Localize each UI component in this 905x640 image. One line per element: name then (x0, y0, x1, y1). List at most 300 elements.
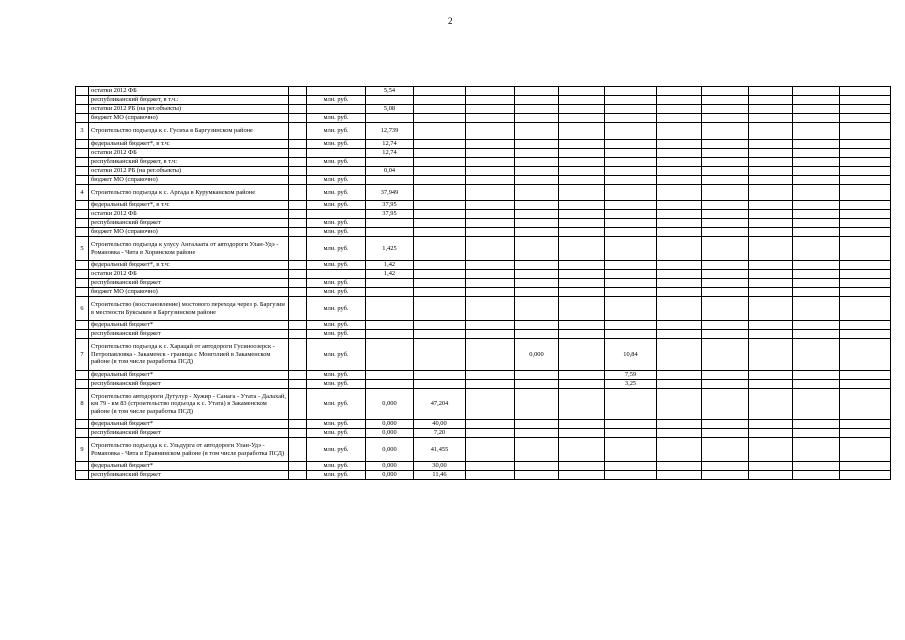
value-cell (414, 370, 466, 379)
table-row (76, 339, 891, 371)
value-cell (749, 123, 793, 140)
item-name-cell: бюджет МО (справочно) (89, 175, 289, 184)
value-cell (466, 210, 515, 219)
value-cell (749, 175, 793, 184)
value-cell (702, 184, 749, 201)
value-cell (749, 270, 793, 279)
unit-cell: млн. руб. (307, 471, 366, 480)
unit-cell: млн. руб. (307, 114, 366, 123)
value-cell (657, 184, 702, 201)
value-cell (515, 96, 559, 105)
budget-table-body (76, 87, 891, 480)
row-number-cell: 8 (76, 388, 89, 420)
value-cell (466, 388, 515, 420)
unit-cell: млн. руб. (307, 157, 366, 166)
unit-cell: млн. руб. (307, 228, 366, 237)
row-number-cell: 7 (76, 339, 89, 371)
value-cell (793, 279, 840, 288)
table-row (76, 96, 891, 105)
unit-cell: млн. руб. (307, 297, 366, 321)
value-cell (749, 228, 793, 237)
value-cell (657, 219, 702, 228)
value-cell (840, 139, 891, 148)
item-name-cell: Строительство подъезда к улусу Ангалаата от автодороги Улан-Удэ - Романовка - Чита в Хоринском районе (89, 237, 289, 261)
value-cell (840, 228, 891, 237)
value-cell (840, 420, 891, 429)
table-row (76, 438, 891, 462)
value-cell (605, 288, 657, 297)
value-cell (515, 175, 559, 184)
value-cell (702, 175, 749, 184)
value-cell (466, 471, 515, 480)
value-cell (749, 288, 793, 297)
value-cell (702, 297, 749, 321)
value-cell (702, 201, 749, 210)
value-cell: 12,74 (366, 148, 414, 157)
value-cell (793, 87, 840, 96)
value-cell (414, 87, 466, 96)
value-cell (605, 462, 657, 471)
value-cell (605, 261, 657, 270)
value-cell (793, 237, 840, 261)
value-cell (414, 219, 466, 228)
value-cell: 11,46 (414, 471, 466, 480)
value-cell (559, 148, 605, 157)
row-number-cell (76, 139, 89, 148)
value-cell (840, 438, 891, 462)
value-cell: 0,000 (366, 462, 414, 471)
row-number-cell (76, 114, 89, 123)
value-cell (793, 105, 840, 114)
value-cell (515, 261, 559, 270)
value-cell (657, 288, 702, 297)
row-number-cell: 3 (76, 123, 89, 140)
unit-cell (307, 148, 366, 157)
table-row (76, 166, 891, 175)
value-cell (840, 388, 891, 420)
spacer-cell (289, 330, 307, 339)
unit-cell: млн. руб. (307, 96, 366, 105)
value-cell (749, 139, 793, 148)
value-cell (515, 388, 559, 420)
value-cell (366, 114, 414, 123)
value-cell (657, 270, 702, 279)
value-cell (840, 429, 891, 438)
value-cell (466, 261, 515, 270)
value-cell (466, 105, 515, 114)
spacer-cell (289, 288, 307, 297)
value-cell (559, 96, 605, 105)
value-cell (559, 339, 605, 371)
value-cell (840, 279, 891, 288)
value-cell: 12,74 (366, 139, 414, 148)
value-cell (466, 96, 515, 105)
value-cell (515, 148, 559, 157)
table-row (76, 288, 891, 297)
unit-cell: млн. руб. (307, 237, 366, 261)
row-number-cell (76, 175, 89, 184)
table-row (76, 429, 891, 438)
value-cell (840, 87, 891, 96)
table-row (76, 270, 891, 279)
value-cell (702, 210, 749, 219)
value-cell (466, 219, 515, 228)
value-cell (366, 175, 414, 184)
spacer-cell (289, 157, 307, 166)
unit-cell: млн. руб. (307, 388, 366, 420)
unit-cell: млн. руб. (307, 175, 366, 184)
value-cell (605, 201, 657, 210)
item-name-cell: республиканский бюджет (89, 279, 289, 288)
value-cell (559, 184, 605, 201)
value-cell: 0,000 (366, 388, 414, 420)
value-cell (466, 438, 515, 462)
value-cell (414, 114, 466, 123)
unit-cell: млн. руб. (307, 288, 366, 297)
value-cell (702, 379, 749, 388)
row-number-cell (76, 210, 89, 219)
value-cell (793, 388, 840, 420)
spacer-cell (289, 210, 307, 219)
table-row (76, 114, 891, 123)
spacer-cell (289, 87, 307, 96)
value-cell (702, 321, 749, 330)
value-cell (793, 201, 840, 210)
unit-cell: млн. руб. (307, 462, 366, 471)
value-cell (702, 87, 749, 96)
value-cell (366, 157, 414, 166)
value-cell (366, 219, 414, 228)
table-row (76, 148, 891, 157)
value-cell (702, 96, 749, 105)
unit-cell: млн. руб. (307, 438, 366, 462)
unit-cell: млн. руб. (307, 330, 366, 339)
value-cell (749, 420, 793, 429)
item-name-cell: остатки 2012 ФБ (89, 87, 289, 96)
value-cell (657, 175, 702, 184)
value-cell (702, 462, 749, 471)
value-cell (793, 438, 840, 462)
value-cell (466, 201, 515, 210)
value-cell (466, 157, 515, 166)
value-cell (702, 166, 749, 175)
value-cell (366, 330, 414, 339)
value-cell (466, 288, 515, 297)
value-cell (657, 210, 702, 219)
value-cell (657, 157, 702, 166)
value-cell (414, 123, 466, 140)
value-cell: 30,00 (414, 462, 466, 471)
value-cell (515, 429, 559, 438)
value-cell (657, 114, 702, 123)
spacer-cell (289, 379, 307, 388)
value-cell (702, 388, 749, 420)
table-row (76, 237, 891, 261)
value-cell (702, 420, 749, 429)
value-cell (605, 420, 657, 429)
spacer-cell (289, 429, 307, 438)
value-cell (605, 175, 657, 184)
row-number-cell (76, 379, 89, 388)
unit-cell: млн. руб. (307, 420, 366, 429)
spacer-cell (289, 261, 307, 270)
value-cell (702, 114, 749, 123)
value-cell (749, 96, 793, 105)
value-cell (559, 279, 605, 288)
value-cell (515, 87, 559, 96)
value-cell (559, 175, 605, 184)
value-cell (840, 96, 891, 105)
value-cell (559, 379, 605, 388)
value-cell (840, 219, 891, 228)
value-cell (515, 123, 559, 140)
spacer-cell (289, 114, 307, 123)
value-cell: 47,204 (414, 388, 466, 420)
value-cell (840, 297, 891, 321)
value-cell: 5,54 (366, 87, 414, 96)
value-cell (793, 370, 840, 379)
value-cell (793, 321, 840, 330)
value-cell (559, 270, 605, 279)
spacer-cell (289, 237, 307, 261)
value-cell (702, 105, 749, 114)
value-cell (466, 139, 515, 148)
item-name-cell: остатки 2012 ФБ (89, 148, 289, 157)
value-cell (366, 288, 414, 297)
item-name-cell: бюджет МО (справочно) (89, 228, 289, 237)
item-name-cell: остатки 2012 ФБ (89, 210, 289, 219)
unit-cell: млн. руб. (307, 370, 366, 379)
item-name-cell: республиканский бюджет (89, 379, 289, 388)
value-cell (515, 139, 559, 148)
value-cell (749, 148, 793, 157)
value-cell (515, 297, 559, 321)
value-cell (840, 462, 891, 471)
row-number-cell (76, 471, 89, 480)
value-cell (466, 87, 515, 96)
value-cell (793, 379, 840, 388)
unit-cell (307, 210, 366, 219)
value-cell (605, 237, 657, 261)
item-name-cell: федеральный бюджет*, в т.ч: (89, 261, 289, 270)
spacer-cell (289, 471, 307, 480)
spacer-cell (289, 438, 307, 462)
value-cell (793, 139, 840, 148)
value-cell (749, 330, 793, 339)
unit-cell (307, 270, 366, 279)
item-name-cell: остатки 2012 ФБ (89, 270, 289, 279)
value-cell (466, 114, 515, 123)
value-cell: 41,455 (414, 438, 466, 462)
spacer-cell (289, 184, 307, 201)
value-cell: 0,000 (515, 339, 559, 371)
value-cell (466, 429, 515, 438)
unit-cell (307, 166, 366, 175)
row-number-cell: 4 (76, 184, 89, 201)
value-cell (559, 219, 605, 228)
value-cell (515, 184, 559, 201)
unit-cell: млн. руб. (307, 184, 366, 201)
value-cell (749, 261, 793, 270)
value-cell (515, 157, 559, 166)
value-cell (702, 139, 749, 148)
value-cell: 12,739 (366, 123, 414, 140)
value-cell (749, 105, 793, 114)
value-cell (515, 330, 559, 339)
table-row (76, 157, 891, 166)
value-cell (466, 462, 515, 471)
value-cell (702, 438, 749, 462)
value-cell (414, 237, 466, 261)
value-cell (414, 175, 466, 184)
value-cell (414, 166, 466, 175)
value-cell (702, 330, 749, 339)
value-cell (605, 297, 657, 321)
value-cell (840, 379, 891, 388)
value-cell (840, 166, 891, 175)
spacer-cell (289, 228, 307, 237)
item-name-cell: Строительство подъезда к с. Гусиха в Баргузинском районе (89, 123, 289, 140)
row-number-cell (76, 261, 89, 270)
value-cell (559, 388, 605, 420)
value-cell: 5,08 (366, 105, 414, 114)
value-cell (559, 105, 605, 114)
value-cell: 1,42 (366, 270, 414, 279)
spacer-cell (289, 279, 307, 288)
row-number-cell (76, 105, 89, 114)
value-cell (414, 139, 466, 148)
value-cell (702, 219, 749, 228)
spacer-cell (289, 270, 307, 279)
value-cell (414, 288, 466, 297)
value-cell (515, 237, 559, 261)
spacer-cell (289, 175, 307, 184)
value-cell (702, 228, 749, 237)
table-row (76, 175, 891, 184)
unit-cell: млн. руб. (307, 339, 366, 371)
value-cell (466, 279, 515, 288)
value-cell (466, 228, 515, 237)
value-cell (515, 270, 559, 279)
value-cell (466, 330, 515, 339)
value-cell (515, 210, 559, 219)
value-cell (605, 210, 657, 219)
value-cell (515, 114, 559, 123)
budget-table (75, 86, 891, 480)
value-cell: 40,00 (414, 420, 466, 429)
value-cell (466, 339, 515, 371)
value-cell: 37,949 (366, 184, 414, 201)
value-cell (414, 157, 466, 166)
value-cell (793, 297, 840, 321)
value-cell: 37,95 (366, 201, 414, 210)
value-cell (366, 279, 414, 288)
row-number-cell: 6 (76, 297, 89, 321)
value-cell (840, 321, 891, 330)
item-name-cell: республиканский бюджет, в т.ч.: (89, 96, 289, 105)
value-cell (657, 321, 702, 330)
value-cell (414, 228, 466, 237)
value-cell (414, 201, 466, 210)
spacer-cell (289, 148, 307, 157)
value-cell (702, 261, 749, 270)
unit-cell: млн. руб. (307, 123, 366, 140)
spacer-cell (289, 321, 307, 330)
table-row (76, 105, 891, 114)
row-number-cell (76, 370, 89, 379)
value-cell (793, 114, 840, 123)
value-cell (657, 420, 702, 429)
value-cell: 0,000 (366, 471, 414, 480)
row-number-cell (76, 429, 89, 438)
value-cell (605, 105, 657, 114)
value-cell: 7,20 (414, 429, 466, 438)
spacer-cell (289, 123, 307, 140)
value-cell (657, 379, 702, 388)
unit-cell: млн. руб. (307, 379, 366, 388)
row-number-cell (76, 148, 89, 157)
item-name-cell: федеральный бюджет*, в т.ч: (89, 201, 289, 210)
value-cell (793, 219, 840, 228)
item-name-cell: республиканский бюджет (89, 330, 289, 339)
value-cell (515, 105, 559, 114)
value-cell (605, 184, 657, 201)
value-cell (702, 471, 749, 480)
value-cell (749, 166, 793, 175)
spacer-cell (289, 420, 307, 429)
value-cell (466, 420, 515, 429)
value-cell (515, 228, 559, 237)
spacer-cell (289, 219, 307, 228)
value-cell (414, 330, 466, 339)
value-cell (366, 297, 414, 321)
value-cell (840, 261, 891, 270)
value-cell: 0,000 (366, 429, 414, 438)
item-name-cell: остатки 2012 РБ (на рег.объекты) (89, 166, 289, 175)
row-number-cell (76, 201, 89, 210)
value-cell (559, 237, 605, 261)
spacer-cell (289, 339, 307, 371)
value-cell: 1,425 (366, 237, 414, 261)
table-row (76, 219, 891, 228)
value-cell (702, 429, 749, 438)
value-cell (605, 321, 657, 330)
spacer-cell (289, 96, 307, 105)
value-cell (559, 87, 605, 96)
value-cell (840, 175, 891, 184)
table-row (76, 297, 891, 321)
value-cell (515, 201, 559, 210)
value-cell (466, 270, 515, 279)
value-cell (702, 279, 749, 288)
value-cell (749, 237, 793, 261)
unit-cell: млн. руб. (307, 139, 366, 148)
value-cell: 7,59 (605, 370, 657, 379)
table-row (76, 388, 891, 420)
value-cell (515, 471, 559, 480)
item-name-cell: бюджет МО (справочно) (89, 288, 289, 297)
value-cell (749, 184, 793, 201)
value-cell (749, 87, 793, 96)
value-cell (840, 123, 891, 140)
spacer-cell (289, 139, 307, 148)
table-row (76, 279, 891, 288)
value-cell (840, 339, 891, 371)
unit-cell: млн. руб. (307, 219, 366, 228)
item-name-cell: бюджет МО (справочно) (89, 114, 289, 123)
value-cell (559, 114, 605, 123)
item-name-cell: Строительство автодороги Дутулур - Хужир - Санага - Утата - Далахай, км 79 - км 83 (строительство подъезда к с. Утата) в Закаменском районе (в том числе разработка ПСД) (89, 388, 289, 420)
